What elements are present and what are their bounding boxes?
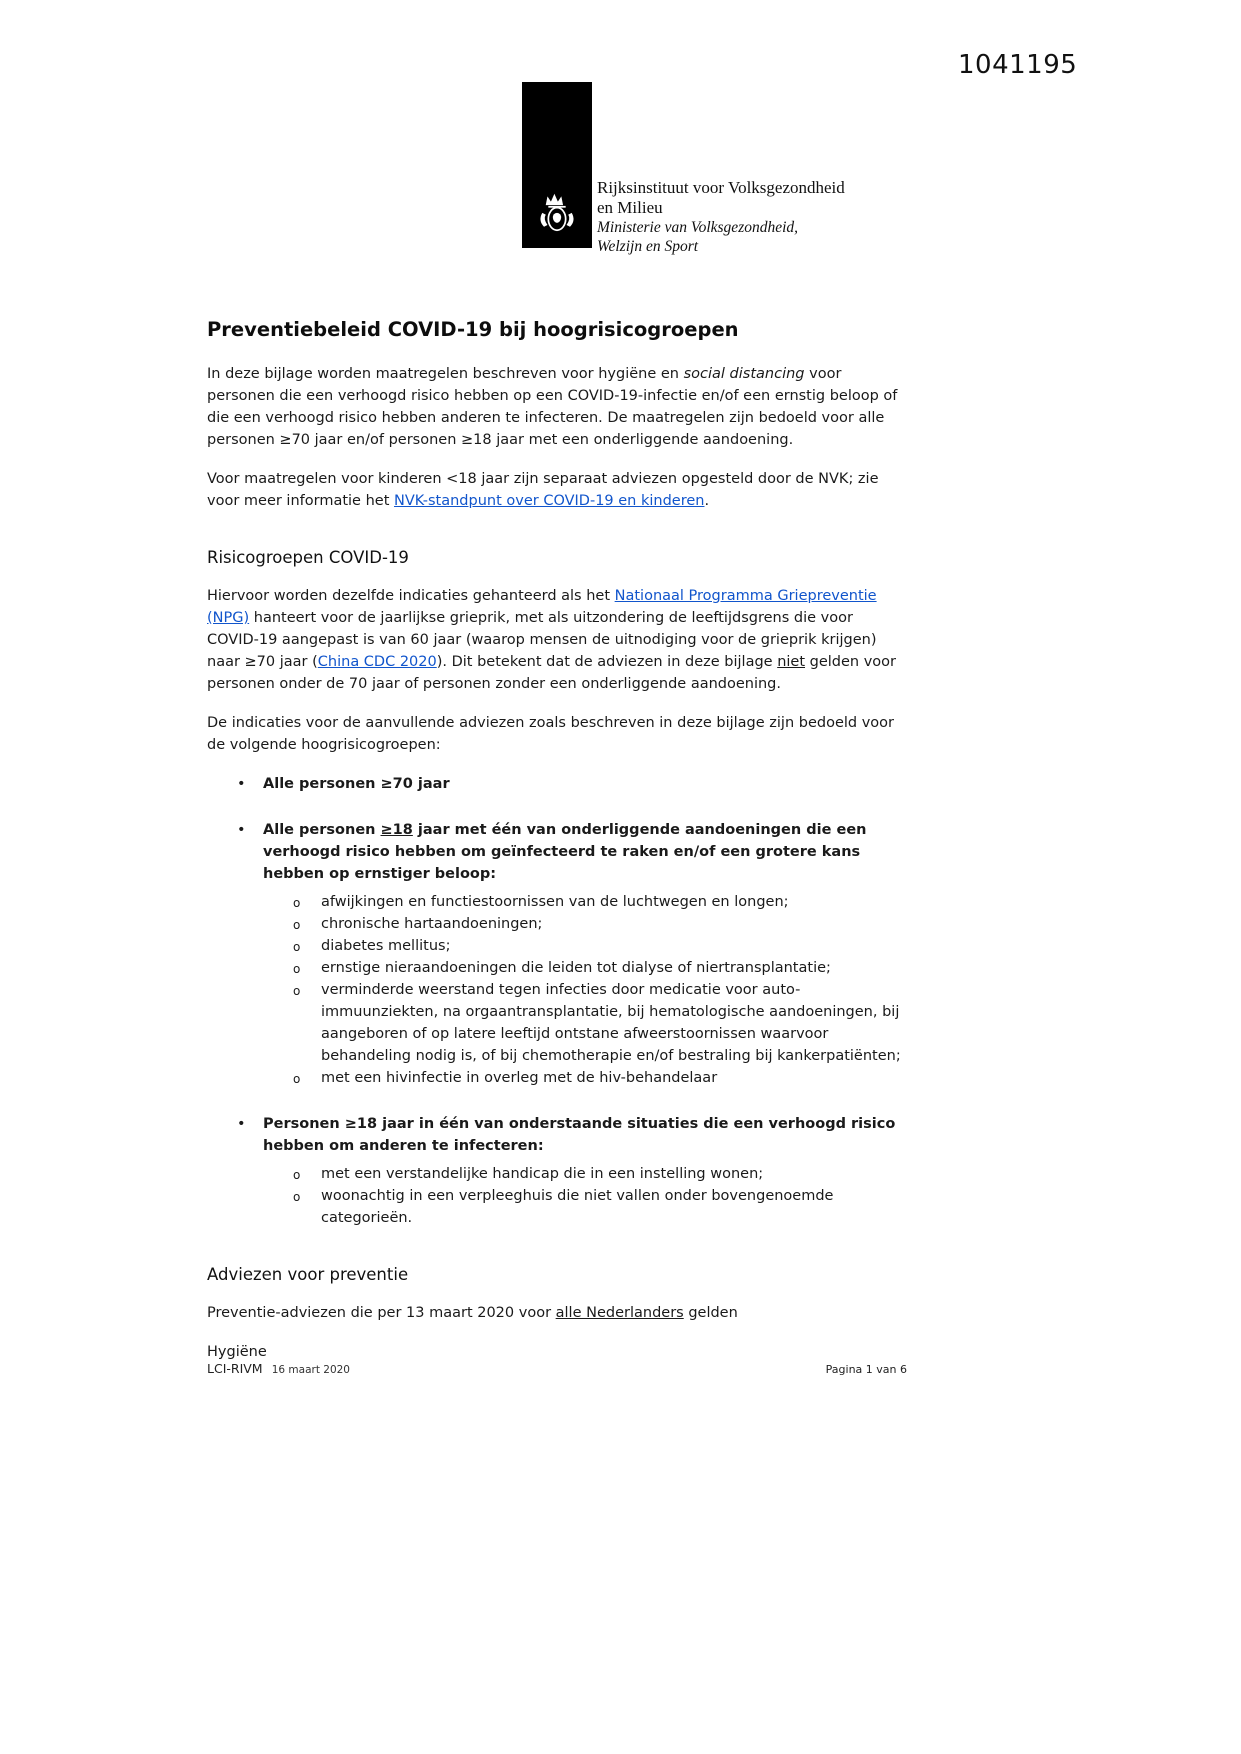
- text-run: niet: [777, 654, 806, 670]
- text-run: social distancing: [683, 366, 805, 382]
- list-item: o woonachtig in een verpleeghuis die niet vallen onder bovengenoemde categorieën.: [293, 1185, 907, 1229]
- text-run: ). Dit betekent dat de adviezen in deze bijlage: [436, 654, 778, 670]
- org-name-line2: en Milieu: [597, 198, 663, 217]
- npg-link[interactable]: Nationaal Programma Griepreventie (NPG): [207, 588, 877, 626]
- text-run: hanteert voor de jaarlijkse grieprik, met als uitzondering de leeftijdsgrens die voor COVID-19 aangepast is van 60 jaar (waarop mensen de uitnodiging voor de grieprik krijgen) naar ≥70 jaar (: [207, 610, 877, 670]
- list-item: o diabetes mellitus;: [293, 935, 907, 957]
- bullet-3-lead: [263, 1116, 895, 1154]
- intro-paragraph-2: [207, 468, 907, 512]
- preventie-adviezen-line: [207, 1302, 907, 1324]
- text-run: Alle personen ≥70 jaar: [263, 776, 450, 792]
- text-run: Alle personen: [263, 822, 381, 838]
- footer-date: 16 maart 2020: [271, 1364, 350, 1376]
- org-name-line1: Rijksinstituut voor Volksgezondheid: [597, 178, 845, 197]
- text-run: .: [704, 493, 710, 509]
- bullet-1-text: [263, 776, 450, 792]
- china-cdc-link[interactable]: China CDC 2020: [317, 654, 437, 670]
- text-run: Voor maatregelen voor kinderen <18 jaar zijn separaat adviezen opgesteld door de NVK; zie voor meer informatie het: [207, 471, 879, 509]
- page-footer: [207, 1358, 907, 1377]
- document-content: [207, 318, 907, 1380]
- coat-of-arms-icon: [531, 186, 583, 238]
- list-item: [237, 773, 907, 795]
- list-item: o ernstige nieraandoeningen die leiden tot dialyse of niertransplantatie;: [293, 957, 907, 979]
- ministry-line2: Welzijn en Sport: [597, 238, 699, 255]
- list-item: [237, 1113, 907, 1229]
- rivm-logo-banner: [522, 82, 592, 248]
- list-item: o met een verstandelijke handicap die in een instelling wonen;: [293, 1163, 907, 1185]
- hygiene-label: Hygiëne: [207, 1344, 267, 1360]
- risicogroepen-paragraph-1: [207, 585, 907, 695]
- page-title: Preventiebeleid COVID-19 bij hoogrisicogroepen: [207, 318, 739, 341]
- infection-risk-situations-list: [263, 1163, 907, 1229]
- nvk-standpunt-link[interactable]: NVK-standpunt over COVID-19 en kinderen: [394, 493, 705, 509]
- text-run: gelden: [683, 1305, 738, 1321]
- text-run: Personen ≥18 jaar in één van onderstaande situaties die een verhoogd risico hebben om anderen te infecteren:: [263, 1116, 896, 1154]
- footer-left: [207, 1358, 350, 1377]
- list-item: o afwijkingen en functiestoornissen van de luchtwegen en longen;: [293, 891, 907, 913]
- list-item: o verminderde weerstand tegen infecties door medicatie voor auto-immuunziekten, na orgaantransplantatie, bij hematologische aandoeningen, bij aangeboren of op latere leeftijd ontstane afweerstoornissen waarvoor behandeling nodig is, of bij chemotherapie en/of bestraling bij kankerpatiënten;: [293, 979, 907, 1067]
- list-item: [237, 819, 907, 1089]
- intro-paragraph-1: [207, 363, 907, 451]
- risk-groups-list: [207, 773, 907, 1229]
- text-run: ≥18: [380, 822, 413, 838]
- list-item: o chronische hartaandoeningen;: [293, 913, 907, 935]
- bullet-2-lead: [263, 822, 866, 882]
- risicogroepen-paragraph-2: De indicaties voor de aanvullende adviezen zoals beschreven in deze bijlage zijn bedoeld voor de volgende hoogrisicogroepen:: [207, 715, 895, 753]
- section-heading-adviezen: Adviezen voor preventie: [207, 1265, 409, 1284]
- ministry-line1: Ministerie van Volksgezondheid,: [597, 219, 799, 236]
- underlying-conditions-list: [263, 891, 907, 1089]
- text-run: In deze bijlage worden maatregelen beschreven voor hygiëne en: [207, 366, 684, 382]
- list-item: o met een hivinfectie in overleg met de hiv-behandelaar: [293, 1067, 907, 1089]
- page-number: Pagina 1 van 6: [825, 1363, 907, 1376]
- text-run: gelden voor personen onder de 70 jaar of personen zonder een onderliggende aandoening.: [207, 654, 896, 692]
- logo-text-block: [597, 178, 845, 256]
- document-number: 1041195: [958, 50, 1078, 80]
- text-run: Hiervoor worden dezelfde indicaties gehanteerd als het: [207, 588, 615, 604]
- section-heading-risicogroepen: Risicogroepen COVID-19: [207, 548, 409, 567]
- text-run: Preventie-adviezen die per 13 maart 2020 voor: [207, 1305, 556, 1321]
- text-run: voor personen die een verhoogd risico hebben op een COVID-19-infectie en/of een ernstig beloop of die een verhoogd risico hebben anderen te infecteren. De maatregelen zijn bedoeld voor alle personen ≥70 jaar en/of personen ≥18 jaar met een onderliggende aandoening.: [207, 366, 898, 448]
- footer-doc-id: LCI-RIVM: [207, 1361, 263, 1376]
- text-run: alle Nederlanders: [555, 1305, 684, 1321]
- text-run: jaar met één van onderliggende aandoeningen die een verhoogd risico hebben om geïnfecteerd te raken en/of een grotere kans hebben op ernstiger beloop:: [263, 822, 867, 882]
